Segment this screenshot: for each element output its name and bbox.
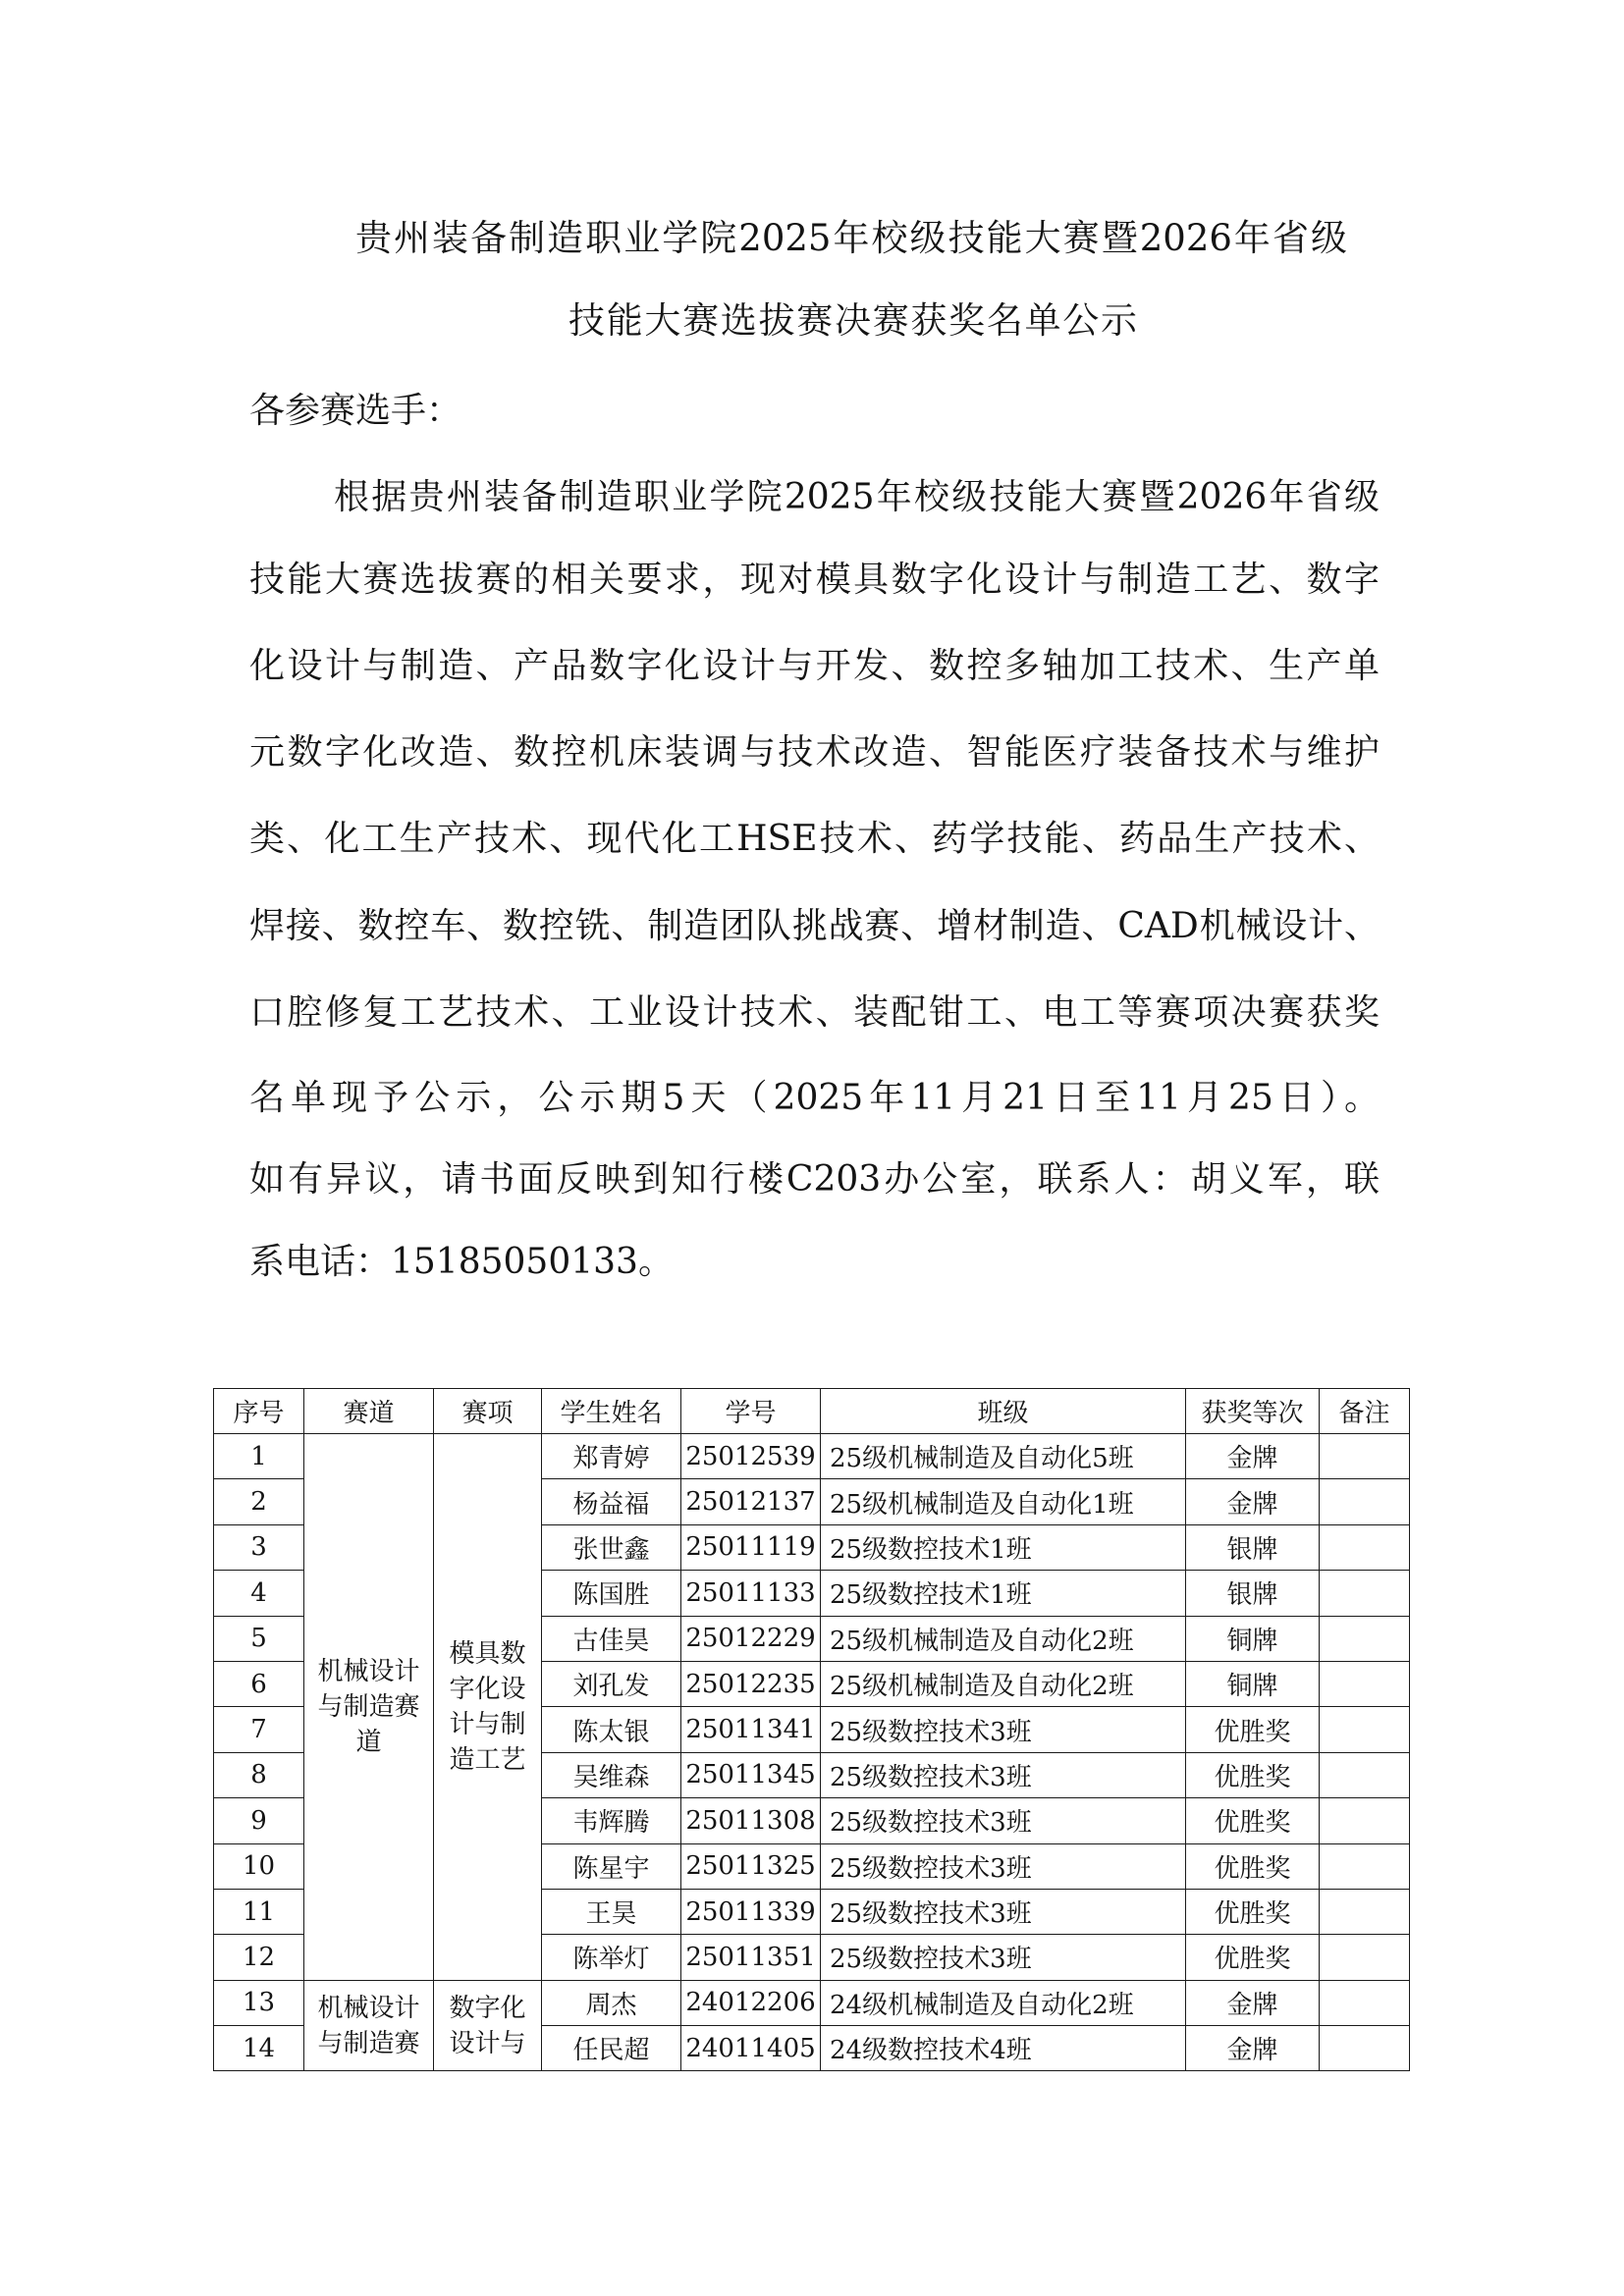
body-line: 化设计与制造、产品数字化设计与开发、数控多轴加工技术、生产单: [249, 646, 1380, 686]
cell-student-id: 25011119: [681, 1524, 821, 1570]
cell-remarks: [1320, 1980, 1410, 2025]
cell-serial: 10: [214, 1843, 304, 1889]
cell-serial: 4: [214, 1571, 304, 1616]
cell-track: [304, 1980, 434, 2071]
body-line: 口腔修复工艺技术、工业设计技术、装配钳工、电工等赛项决赛获奖: [249, 992, 1380, 1033]
cell-award: 铜牌: [1186, 1661, 1320, 1706]
document-title-line-2: 技能大赛选拔赛决赛获奖名单公示: [568, 299, 1137, 342]
body-line: 系电话：15185050133。: [249, 1242, 674, 1282]
cell-award: 银牌: [1186, 1571, 1320, 1616]
cell-serial: 11: [214, 1889, 304, 1934]
cell-student-id: 25011341: [681, 1707, 821, 1752]
table-header-row: [214, 1389, 1410, 1434]
cell-student-name: 陈太银: [542, 1707, 681, 1752]
cell-class: 25级机械制造及自动化5班: [821, 1434, 1186, 1479]
table-row: [214, 1980, 1410, 2025]
cell-award: 优胜奖: [1186, 1707, 1320, 1752]
header-student-name: 学生姓名: [542, 1389, 681, 1434]
award-winners-table: [213, 1388, 1410, 2071]
cell-remarks: [1320, 1524, 1410, 1570]
cell-student-name: 陈举灯: [542, 1935, 681, 1980]
cell-class: 24级数控技术4班: [821, 2026, 1186, 2071]
body-line: 元数字化改造、数控机床装调与技术改造、智能医疗装备技术与维护: [249, 732, 1380, 773]
cell-class: 25级机械制造及自动化1班: [821, 1479, 1186, 1524]
cell-student-id: 25011308: [681, 1798, 821, 1843]
cell-award: 优胜奖: [1186, 1752, 1320, 1797]
cell-class: 25级机械制造及自动化2班: [821, 1616, 1186, 1661]
table-row: [214, 1434, 1410, 1479]
cell-student-name: 杨益福: [542, 1479, 681, 1524]
cell-serial: 13: [214, 1980, 304, 2025]
cell-student-name: 周杰: [542, 1980, 681, 2025]
cell-award: 铜牌: [1186, 1616, 1320, 1661]
cell-student-id: 25011351: [681, 1935, 821, 1980]
header-class: 班级: [821, 1389, 1186, 1434]
header-track: 赛道: [304, 1389, 434, 1434]
track-label: 机械设计与制造赛: [317, 1993, 420, 2058]
document-title-line-1: 贵州装备制造职业学院2025年校级技能大赛暨2026年省级: [355, 217, 1347, 259]
cell-serial: 12: [214, 1935, 304, 1980]
cell-serial: 1: [214, 1434, 304, 1479]
cell-student-id: 25011339: [681, 1889, 821, 1934]
cell-serial: 9: [214, 1798, 304, 1843]
cell-student-name: 陈星宇: [542, 1843, 681, 1889]
cell-student-id: 25011133: [681, 1571, 821, 1616]
cell-remarks: [1320, 1661, 1410, 1706]
cell-remarks: [1320, 1434, 1410, 1479]
greeting: 各参赛选手：: [249, 391, 462, 431]
cell-student-id: 25011325: [681, 1843, 821, 1889]
cell-award: 银牌: [1186, 1524, 1320, 1570]
cell-remarks: [1320, 1798, 1410, 1843]
cell-remarks: [1320, 1843, 1410, 1889]
cell-student-id: 25012539: [681, 1434, 821, 1479]
cell-award: 金牌: [1186, 2026, 1320, 2071]
cell-serial: 14: [214, 2026, 304, 2071]
cell-class: 25级数控技术3班: [821, 1889, 1186, 1934]
cell-student-name: 吴维森: [542, 1752, 681, 1797]
cell-award: 优胜奖: [1186, 1935, 1320, 1980]
cell-student-name: 任民超: [542, 2026, 681, 2071]
cell-serial: 6: [214, 1661, 304, 1706]
cell-class: 25级数控技术1班: [821, 1524, 1186, 1570]
header-award: 获奖等次: [1186, 1389, 1320, 1434]
cell-class: 25级数控技术3班: [821, 1752, 1186, 1797]
cell-class: 25级数控技术1班: [821, 1571, 1186, 1616]
cell-remarks: [1320, 1889, 1410, 1934]
cell-student-id: 24012206: [681, 1980, 821, 2025]
cell-student-name: 刘孔发: [542, 1661, 681, 1706]
body-line: 名单现予公示，公示期5天（2025年11月21日至11月25日）。: [249, 1078, 1380, 1118]
cell-serial: 3: [214, 1524, 304, 1570]
cell-student-id: 25012235: [681, 1661, 821, 1706]
cell-serial: 8: [214, 1752, 304, 1797]
cell-class: 25级机械制造及自动化2班: [821, 1661, 1186, 1706]
table-header: [214, 1389, 1410, 1434]
cell-class: 25级数控技术3班: [821, 1843, 1186, 1889]
cell-track: [304, 1434, 434, 1981]
cell-remarks: [1320, 1707, 1410, 1752]
cell-student-id: 25012137: [681, 1479, 821, 1524]
header-student-id: 学号: [681, 1389, 821, 1434]
header-event: 赛项: [434, 1389, 542, 1434]
header-serial: 序号: [214, 1389, 304, 1434]
cell-student-id: 24011405: [681, 2026, 821, 2071]
cell-serial: 2: [214, 1479, 304, 1524]
cell-student-name: 郑青婷: [542, 1434, 681, 1479]
cell-class: 25级数控技术3班: [821, 1798, 1186, 1843]
cell-student-name: 王昊: [542, 1889, 681, 1934]
cell-serial: 7: [214, 1707, 304, 1752]
body-line: 焊接、数控车、数控铣、制造团队挑战赛、增材制造、CAD机械设计、: [249, 906, 1380, 946]
cell-remarks: [1320, 1616, 1410, 1661]
cell-remarks: [1320, 1479, 1410, 1524]
cell-event: [434, 1980, 542, 2071]
cell-student-id: 25011345: [681, 1752, 821, 1797]
cell-award: 优胜奖: [1186, 1798, 1320, 1843]
body-line: 根据贵州装备制造职业学院2025年校级技能大赛暨2026年省级: [334, 477, 1380, 517]
cell-serial: 5: [214, 1616, 304, 1661]
cell-class: 24级机械制造及自动化2班: [821, 1980, 1186, 2025]
cell-remarks: [1320, 1571, 1410, 1616]
cell-remarks: [1320, 2026, 1410, 2071]
body-line: 技能大赛选拔赛的相关要求，现对模具数字化设计与制造工艺、数字: [249, 560, 1380, 600]
cell-class: 25级数控技术3班: [821, 1935, 1186, 1980]
event-label: 数字化设计与: [449, 1993, 526, 2058]
cell-award: 优胜奖: [1186, 1843, 1320, 1889]
cell-award: 优胜奖: [1186, 1889, 1320, 1934]
cell-student-name: 古佳昊: [542, 1616, 681, 1661]
cell-award: 金牌: [1186, 1434, 1320, 1479]
cell-student-id: 25012229: [681, 1616, 821, 1661]
award-table-body: [214, 1434, 1410, 2071]
header-remarks: 备注: [1320, 1389, 1410, 1434]
cell-award: 金牌: [1186, 1479, 1320, 1524]
track-label: 机械设计与制造赛道: [317, 1656, 420, 1757]
cell-student-name: 韦辉腾: [542, 1798, 681, 1843]
cell-student-name: 陈国胜: [542, 1571, 681, 1616]
cell-remarks: [1320, 1935, 1410, 1980]
cell-class: 25级数控技术3班: [821, 1707, 1186, 1752]
cell-award: 金牌: [1186, 1980, 1320, 2025]
body-line: 类、化工生产技术、现代化工HSE技术、药学技能、药品生产技术、: [249, 819, 1380, 859]
cell-student-name: 张世鑫: [542, 1524, 681, 1570]
event-label: 模具数字化设计与制造工艺: [449, 1638, 526, 1775]
body-line: 如有异议，请书面反映到知行楼C203办公室，联系人：胡义军，联: [249, 1159, 1380, 1200]
cell-event: [434, 1434, 542, 1981]
cell-remarks: [1320, 1752, 1410, 1797]
